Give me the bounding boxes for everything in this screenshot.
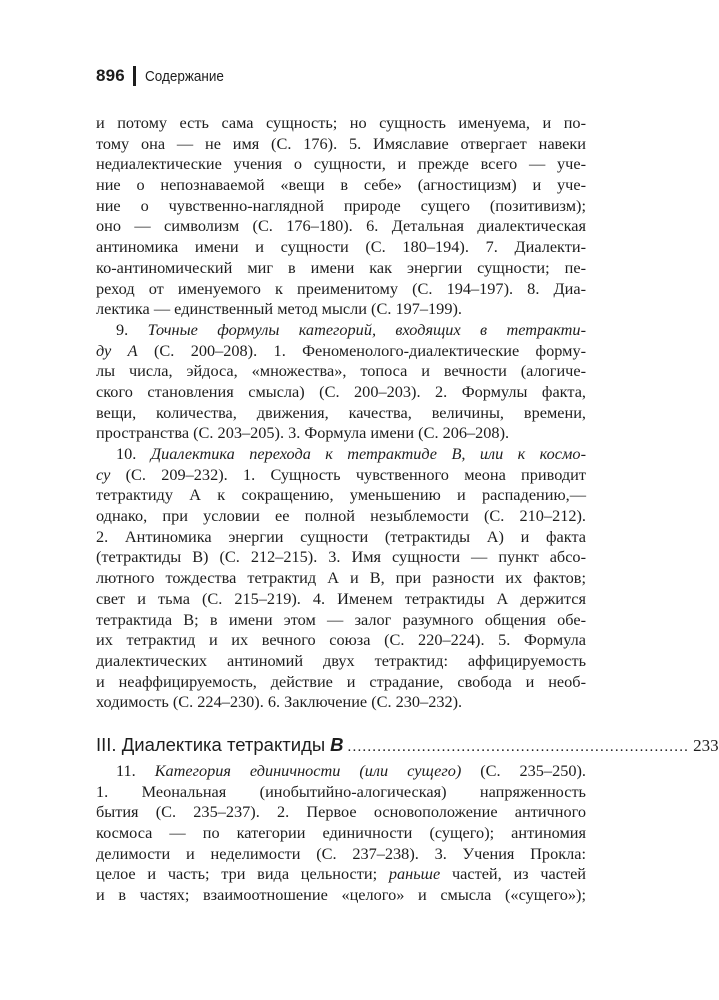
text-line: тому она — не имя (С. 176). 5. Имяславие отвергает навеки xyxy=(96,133,586,153)
text-line: и неаффицируемость, действие и страдание, свобода и необ- xyxy=(96,671,586,691)
text-line: антиномика имени и сущности (С. 180–194). 7. Диалекти- xyxy=(96,237,586,257)
text-line: бытия (С. 235–237). 2. Первое основоположение античного xyxy=(96,802,586,822)
entry-number: 11. xyxy=(116,760,136,780)
text-line: космоса — по категории единичности (сущего); антиномия xyxy=(96,823,586,842)
text-line: вещи, количества, движения, качества, величины, времени, xyxy=(96,402,586,422)
text-line: ходимость (С. 224–230). 6. Заключение (С. 230–232). xyxy=(96,692,463,712)
section-label: Содержание xyxy=(144,67,224,85)
toc-entry-11-heading: 11. Категория единичности (или сущего) (С. 235–250). xyxy=(116,760,586,780)
text-line: реход от именуемого к преименитому (С. 194–197). 8. Диа- xyxy=(96,278,586,298)
text-line: ду А (С. 200–208). 1. Феноменолого-диалектические форму- xyxy=(96,340,587,360)
text-line: недиалектические учения о сущности, и прежде всего — уче- xyxy=(96,154,586,174)
text-line: лектика — единственный метод мысли (С. 197–199). xyxy=(96,299,462,319)
text-line: лютного тождества тетрактид А и В, при разности их фактов; xyxy=(96,568,586,588)
toc-entry-10-heading xyxy=(96,444,586,465)
text-line: 1. Меональная (инобытийно-алогическая) напряженность xyxy=(96,781,586,801)
chapter-letter: В xyxy=(330,733,344,755)
text-line: и в частях; взаимоотношение «целого» и смысла («сущего»); xyxy=(96,885,586,905)
chapter-page-number: 233 xyxy=(693,735,719,755)
text-line: ние о непознаваемой «вещи в себе» (агностицизм) и уче- xyxy=(96,175,586,195)
text-line: их тетрактид и их вечного союза (С. 220–224). 5. Формула xyxy=(96,630,586,650)
header-divider xyxy=(133,66,136,86)
chapter-heading[interactable] xyxy=(96,733,719,761)
entry-title: Категория единичности (или сущего) xyxy=(154,760,462,780)
text-line: и потому есть сама сущность; но сущность именуема, и по- xyxy=(96,113,586,132)
toc-body xyxy=(96,113,719,906)
text-line: свет и тьма (С. 215–219). 4. Именем тетрактиды А держится xyxy=(96,588,586,608)
text-line: ние о чувственно-наглядной природе сущего (позитивизм); xyxy=(96,195,586,215)
text-line: тетрактиду А к сокращению, уменьшению и распадению,— xyxy=(96,485,586,505)
entry-title: Точные формулы категорий, входящих в тетракти- xyxy=(147,319,586,339)
toc-entry-9-heading xyxy=(96,320,586,341)
entry-title: ду А xyxy=(96,340,138,360)
text-line: оно — символизм (С. 176–180). 6. Детальная диалектическая xyxy=(96,216,586,236)
entry-title: Диалектика перехода к тетрактиде В, или к космо- xyxy=(150,444,586,463)
text-line: однако, при условии ее полной незыблемости (С. 210–212). xyxy=(96,506,586,526)
entry-title: су xyxy=(96,464,111,484)
text-line: тетрактида В; в имени этом — залог разумного общения обе- xyxy=(96,609,586,629)
text-line: су (С. 209–232). 1. Сущность чувственного меона приводит xyxy=(96,464,586,484)
entry-number: 10. xyxy=(116,444,137,463)
text-line: ко-антиномический миг в имени как энергии сущности; пе- xyxy=(96,257,586,277)
entry-number: 9. xyxy=(116,319,129,339)
text-line: лы числа, эйдоса, «множества», топоса и вечности (алогиче- xyxy=(96,361,586,381)
text-line: диалектических антиномий двух тетрактид: аффицируемость xyxy=(96,650,586,670)
text-line: ского становления смысла) (С. 200–203). 2. Формулы факта, xyxy=(96,381,586,401)
running-header xyxy=(96,63,233,89)
text-line: (тетрактиды В) (С. 212–215). 3. Имя сущности — пункт абсо- xyxy=(96,547,586,567)
text-line: целое и часть; три вида цельности; раньше частей, из частей xyxy=(96,864,587,884)
text-line: 2. Антиномика энергии сущности (тетрактиды А) и факта xyxy=(96,526,586,546)
page-number: 896 xyxy=(96,66,125,85)
text-line: делимости и неделимости (С. 237–238). 3. Учения Прокла: xyxy=(96,843,586,863)
dot-leader: ..................................................................... xyxy=(347,738,690,755)
text-line: пространства (С. 203–205). 3. Формула имени (С. 206–208). xyxy=(96,423,510,443)
chapter-title: III. Диалектика тетрактиды xyxy=(96,733,326,755)
